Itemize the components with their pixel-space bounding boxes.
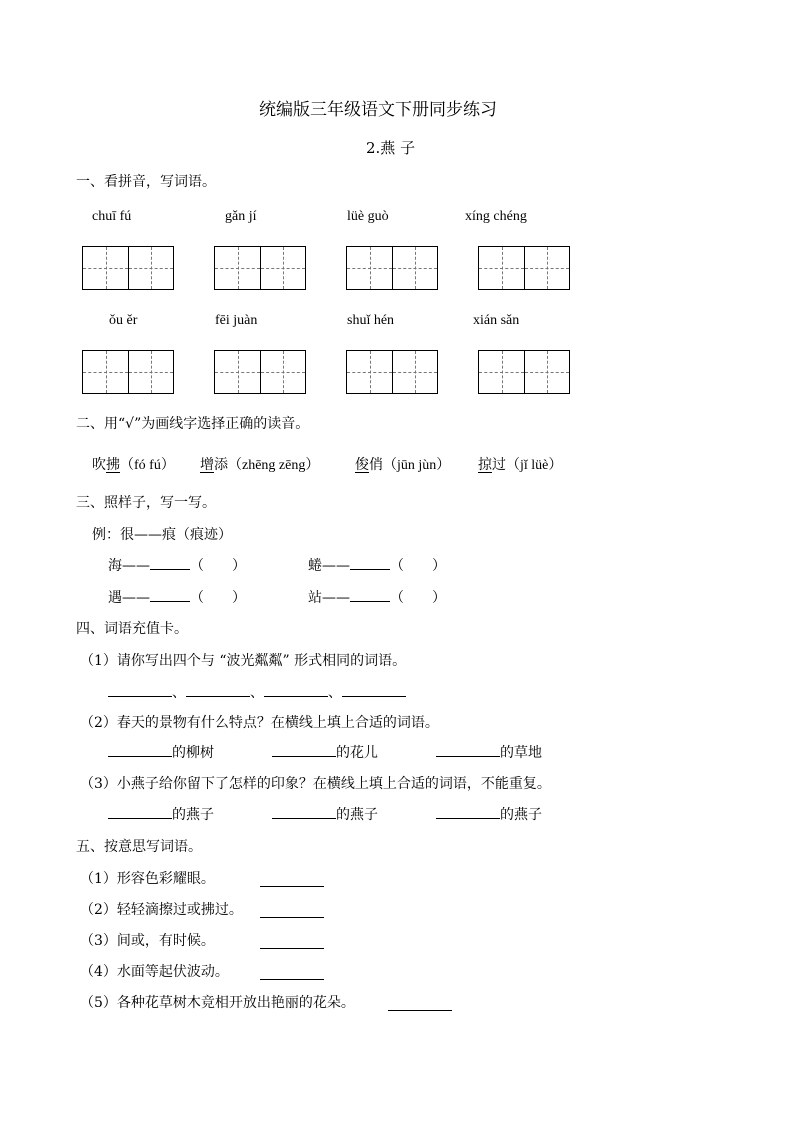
fill-suffix: 的花儿	[336, 745, 378, 761]
section-1-heading: 一、看拼音，写词语。	[76, 174, 216, 190]
writing-grid[interactable]	[346, 246, 438, 290]
answer-blank[interactable]	[260, 885, 324, 887]
section-5-heading: 五、按意思写词语。	[76, 839, 202, 855]
definition-item: （5）各种花草树木竞相开放出艳丽的花朵。	[80, 995, 355, 1011]
paren-blank[interactable]: （ ）	[190, 590, 246, 606]
separator: 、	[250, 685, 264, 701]
writing-grid[interactable]	[214, 350, 306, 394]
answer-blank[interactable]	[436, 755, 500, 757]
answer-blank[interactable]	[260, 947, 324, 949]
writing-grid[interactable]	[478, 350, 570, 394]
writing-grid[interactable]	[478, 246, 570, 290]
fill-item[interactable]	[272, 746, 378, 760]
paren-blank[interactable]: （ ）	[390, 558, 446, 574]
pinyin-options: （zhēng zēng）	[228, 458, 320, 473]
writing-grid[interactable]	[346, 350, 438, 394]
pinyin-label: xíng chéng	[465, 209, 527, 224]
definition-item: （4）水面等起伏波动。	[80, 964, 229, 980]
fill-suffix: 的燕子	[500, 807, 542, 823]
plain-char: 俏	[369, 457, 383, 473]
question-1: （1）请你写出四个与 “波光粼粼” 形式相同的词语。	[80, 653, 407, 669]
pinyin-label: shuǐ hén	[347, 313, 395, 328]
answer-blank[interactable]	[260, 978, 324, 980]
section-4-heading: 四、词语充值卡。	[76, 621, 188, 637]
plain-char: 吹	[92, 457, 106, 473]
writing-grid[interactable]	[82, 350, 174, 394]
answer-blank[interactable]	[108, 817, 172, 819]
plain-char: 过	[492, 457, 506, 473]
answer-blank[interactable]	[264, 695, 328, 697]
writing-grid[interactable]	[82, 246, 174, 290]
answer-blank[interactable]	[342, 695, 406, 697]
exercise-item[interactable]	[108, 591, 246, 605]
writing-grid[interactable]	[214, 246, 306, 290]
pinyin-label: chuī fú	[92, 209, 132, 224]
exercise-item[interactable]	[308, 591, 446, 605]
fill-suffix: 的草地	[500, 745, 542, 761]
pinyin-label: lüè guò	[347, 209, 389, 224]
underlined-char: 掠	[478, 457, 492, 473]
plain-char: 添	[214, 457, 228, 473]
fill-item[interactable]	[108, 746, 214, 760]
prompt-char: 蜷——	[308, 558, 350, 574]
pinyin-options: （jūn jùn）	[383, 458, 451, 473]
pinyin-options: （fó fú）	[120, 458, 175, 473]
separator: 、	[172, 685, 186, 701]
exercise-item[interactable]	[108, 559, 246, 573]
fill-item[interactable]	[436, 746, 542, 760]
underlined-char: 增	[200, 457, 214, 473]
fill-suffix: 的燕子	[336, 807, 378, 823]
page-title: 统编版三年级语文下册同步练习	[259, 100, 497, 120]
answer-blank[interactable]	[186, 695, 250, 697]
prompt-char: 站——	[308, 590, 350, 606]
section-3-heading: 三、照样子，写一写。	[76, 495, 216, 511]
paren-blank[interactable]: （ ）	[190, 558, 246, 574]
answer-blank[interactable]	[150, 600, 190, 602]
answer-blank[interactable]	[260, 916, 324, 918]
definition-item: （3）间或，有时候。	[80, 933, 215, 949]
pinyin-label: gǎn jí	[225, 209, 257, 224]
answer-blank[interactable]	[108, 755, 172, 757]
pinyin-options: （jǐ lüè）	[506, 458, 563, 473]
prompt-char: 遇——	[108, 590, 150, 606]
exercise-item[interactable]	[308, 559, 446, 573]
fill-suffix: 的燕子	[172, 807, 214, 823]
reading-choice[interactable]	[478, 458, 562, 473]
fill-item[interactable]	[436, 808, 542, 822]
answer-blank[interactable]	[436, 817, 500, 819]
answer-blank[interactable]	[350, 568, 390, 570]
reading-choice[interactable]	[355, 458, 450, 473]
example-line: 例：很——痕（痕迹）	[92, 527, 232, 543]
definition-item: （2）轻轻滴擦过或拂过。	[80, 902, 243, 918]
answer-blank[interactable]	[272, 817, 336, 819]
answer-blank[interactable]	[150, 568, 190, 570]
fill-item[interactable]	[108, 808, 214, 822]
lesson-title: 2.燕 子	[366, 139, 416, 157]
prompt-char: 海——	[108, 558, 150, 574]
pinyin-label: ǒu ěr	[109, 313, 138, 328]
pinyin-label: fēi juàn	[215, 313, 258, 328]
paren-blank[interactable]: （ ）	[390, 590, 446, 606]
underlined-char: 俊	[355, 457, 369, 473]
fill-item[interactable]	[272, 808, 378, 822]
four-word-blanks[interactable]	[108, 686, 406, 700]
separator: 、	[328, 685, 342, 701]
section-2-heading: 二、用“√”为画线字选择正确的读音。	[76, 416, 310, 432]
reading-choice[interactable]	[200, 458, 319, 473]
answer-blank[interactable]	[350, 600, 390, 602]
answer-blank[interactable]	[272, 755, 336, 757]
reading-choice[interactable]	[92, 458, 175, 473]
question-2: （2）春天的景物有什么特点？在横线上填上合适的词语。	[80, 715, 439, 731]
pinyin-label: xián sǎn	[473, 313, 520, 328]
answer-blank[interactable]	[388, 1009, 452, 1011]
answer-blank[interactable]	[108, 695, 172, 697]
question-3: （3）小燕子给你留下了怎样的印象？在横线上填上合适的词语，不能重复。	[80, 776, 551, 792]
definition-item: （1）形容色彩耀眼。	[80, 871, 215, 887]
underlined-char: 拂	[106, 457, 120, 473]
fill-suffix: 的柳树	[172, 745, 214, 761]
